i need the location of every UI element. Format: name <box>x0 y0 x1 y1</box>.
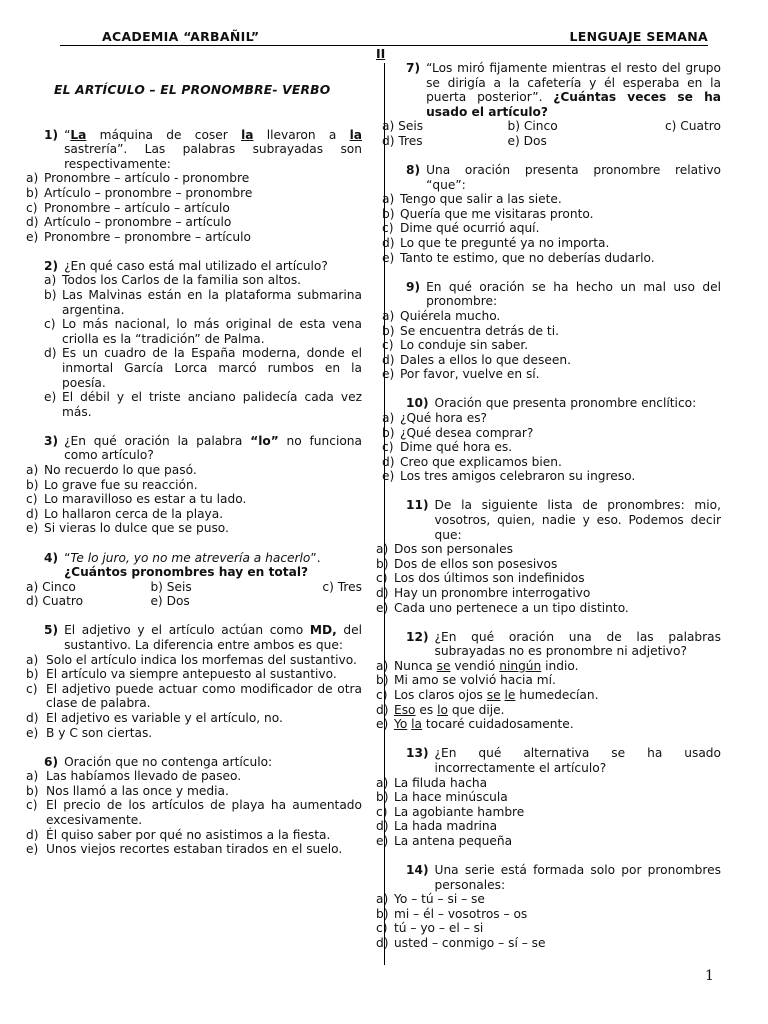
question-text: “Los miró fijamente mientras el resto del grupo se dirigía a la cafetería y él esperaba en la puerta posterior”. ¿Cuántas veces se ha usado el artículo? <box>426 61 721 119</box>
option-a[interactable]: a) La filuda hacha <box>376 775 488 790</box>
option-c[interactable]: c) Dime qué hora es. <box>382 440 513 455</box>
option-c[interactable]: c) El adjetivo puede actuar como modificador de otra clase de palabra. <box>26 681 362 711</box>
option-c[interactable]: c) La agobiante hambre <box>376 804 525 819</box>
question-number: 7) <box>406 61 421 75</box>
question-number: 3) <box>44 433 59 448</box>
option-a[interactable]: a) No recuerdo lo que pasó. <box>26 463 197 478</box>
right-column <box>376 61 721 965</box>
question-number: 13) <box>406 746 429 761</box>
option-c[interactable]: c) Cuatro <box>664 119 721 134</box>
question-number: 1) <box>44 127 59 142</box>
option-e[interactable]: e) La antena pequeña <box>376 833 513 848</box>
question-6 <box>26 754 362 857</box>
left-column <box>26 62 362 871</box>
option-d[interactable]: d) Es un cuadro de la España moderna, donde el inmortal García Lorca marcó rumbos en la poesía. <box>44 346 362 390</box>
question-text: ¿En qué alternativa se ha usado incorrectamente el artículo? <box>434 746 721 775</box>
option-e[interactable]: e) Dos <box>150 594 190 609</box>
option-c[interactable]: c) Lo maravilloso es estar a tu lado. <box>26 492 247 507</box>
question-1 <box>26 127 362 245</box>
option-e[interactable]: e) Cada uno pertenece a un tipo distinto. <box>376 600 629 615</box>
question-10 <box>382 396 721 484</box>
question-2 <box>44 259 362 420</box>
option-b[interactable]: b) mi – él – vosotros – os <box>376 906 528 921</box>
option-c[interactable]: c) tú – yo – el – si <box>376 921 484 936</box>
question-text: “La máquina de coser la llevaron a la sastrería”. Las palabras subrayadas son respectivamente: <box>64 127 362 171</box>
option-a[interactable]: a) Quiérela mucho. <box>382 308 501 323</box>
question-number: 8) <box>406 163 421 178</box>
week-number: II <box>376 46 386 61</box>
question-text: De la siguiente lista de pronombres: mio, vosotros, quien, nadie y eso. Podemos decir que: <box>434 498 721 542</box>
option-d[interactable]: d) Lo hallaron cerca de la playa. <box>26 506 224 521</box>
question-text: “Te lo juro, yo no me atrevería a hacerlo”. ¿Cuántos pronombres hay en total? <box>64 550 321 580</box>
option-c[interactable]: c) El precio de los artículos de playa ha aumentado excesivamente. <box>26 798 362 828</box>
option-a[interactable]: a) Yo – tú – si – se <box>376 892 485 907</box>
option-a[interactable]: a) Las habíamos llevado de paseo. <box>26 769 242 784</box>
question-14 <box>376 863 721 951</box>
option-b[interactable]: b) La hace minúscula <box>376 790 508 805</box>
option-e[interactable]: e) Los tres amigos celebraron su ingreso. <box>382 469 636 484</box>
option-d[interactable]: d) Cuatro <box>26 594 84 609</box>
option-a[interactable]: a) ¿Qué hora es? <box>382 410 488 425</box>
option-a[interactable]: a) Nunca se vendió ningún indio. <box>376 658 579 673</box>
question-number: 6) <box>44 754 59 769</box>
option-d[interactable]: d) Él quiso saber por qué no asistimos a la fiesta. <box>26 827 331 842</box>
option-a[interactable]: a) Seis <box>382 119 424 134</box>
option-e[interactable]: e) Si vieras lo dulce que se puso. <box>26 521 229 536</box>
option-d[interactable]: d) Tres <box>382 133 423 148</box>
option-d[interactable]: d) Eso es lo que dije. <box>376 702 505 717</box>
option-b[interactable]: b) Nos llamó a las once y media. <box>26 783 229 798</box>
option-b[interactable]: b) Artículo – pronombre – pronombre <box>26 185 253 200</box>
option-b[interactable]: b) Quería que me visitaras pronto. <box>382 206 594 221</box>
question-8 <box>382 163 721 265</box>
option-b[interactable]: b) ¿Qué desea comprar? <box>382 425 534 440</box>
question-number: 2) <box>44 258 59 273</box>
question-4 <box>26 550 362 609</box>
option-a[interactable]: a) Todos los Carlos de la familia son altos. <box>44 273 302 288</box>
question-number: 10) <box>406 396 429 411</box>
question-text: ¿En qué oración la palabra “lo” no funciona como artículo? <box>64 433 362 463</box>
option-c[interactable]: c) Lo más nacional, lo más original de esta vena criolla es la “tradición” de Palma. <box>44 317 362 346</box>
course-week: LENGUAJE SEMANA <box>569 29 708 44</box>
academy-name: ACADEMIA “ARBAÑIL” <box>102 29 260 44</box>
option-d[interactable]: d) Dales a ellos lo que deseen. <box>382 352 571 367</box>
option-a[interactable]: a) Tengo que salir a las siete. <box>382 192 562 207</box>
option-a[interactable]: a) Cinco <box>26 579 76 594</box>
option-e[interactable]: e) Por favor, vuelve en sí. <box>382 367 540 382</box>
option-e[interactable]: e) Yo la tocaré cuidadosamente. <box>376 717 574 732</box>
page-header <box>60 29 708 46</box>
options-grid <box>26 580 362 609</box>
question-text: ¿En qué caso está mal utilizado el artículo? <box>64 258 328 273</box>
question-number: 5) <box>44 623 59 638</box>
option-c[interactable]: c) Los dos últimos son indefinidos <box>376 571 585 586</box>
question-text: Oración que presenta pronombre enclítico: <box>434 396 697 411</box>
option-a[interactable]: a) Solo el artículo indica los morfemas del sustantivo. <box>26 652 357 667</box>
question-text: Una oración presenta pronombre relativo “que”: <box>426 163 721 192</box>
question-number: 14) <box>406 863 429 877</box>
option-b[interactable]: b) Seis <box>150 579 192 594</box>
option-d[interactable]: d) Creo que explicamos bien. <box>382 454 562 469</box>
option-b[interactable]: b) Las Malvinas están en la plataforma submarina argentina. <box>44 288 362 317</box>
question-text: ¿En qué oración una de las palabras subrayadas no es pronombre ni adjetivo? <box>434 629 721 659</box>
question-3 <box>26 433 362 536</box>
option-c[interactable]: c) Los claros ojos se le humedecían. <box>376 688 599 703</box>
option-b[interactable]: b) Mi amo se volvió hacia mí. <box>376 673 556 688</box>
option-e[interactable]: e) Unos viejos recortes estaban tirados en el suelo. <box>26 842 343 857</box>
option-d[interactable]: d) usted – conmigo – sí – se <box>376 935 546 950</box>
question-text: Oración que no contenga artículo: <box>64 754 273 769</box>
option-b[interactable]: b) Cinco <box>507 119 558 134</box>
option-b[interactable]: b) Dos de ellos son posesivos <box>376 556 558 571</box>
question-13 <box>376 746 721 848</box>
question-number: 11) <box>406 498 429 513</box>
question-7 <box>382 61 721 149</box>
question-12 <box>376 629 721 732</box>
page-number: 1 <box>705 968 714 984</box>
option-d[interactable]: d) Hay un pronombre interrogativo <box>376 586 591 600</box>
option-b[interactable]: b) Se encuentra detrás de ti. <box>382 323 559 338</box>
option-c[interactable]: c) Pronombre – artículo – artículo <box>26 200 230 215</box>
question-text: Una serie está formada solo por pronombres personales: <box>434 863 721 892</box>
question-number: 4) <box>44 550 59 565</box>
option-e[interactable]: e) Dos <box>507 133 547 148</box>
option-e[interactable]: e) Pronombre – pronombre – artículo <box>26 229 251 244</box>
question-text: En qué oración se ha hecho un mal uso del pronombre: <box>426 279 721 309</box>
option-c[interactable]: c) Dime qué ocurrió aquí. <box>382 221 540 236</box>
option-a[interactable]: a) Pronombre – artículo - pronombre <box>26 171 250 186</box>
option-d[interactable]: d) La hada madrina <box>376 819 498 834</box>
question-text: El adjetivo y el artículo actúan como MD, del sustantivo. La diferencia entre ambos es que: <box>64 623 362 652</box>
option-c[interactable]: c) Lo conduje sin saber. <box>382 338 529 353</box>
option-c[interactable]: c) Tres <box>322 579 362 594</box>
option-b[interactable]: b) Lo grave fue su reacción. <box>26 477 198 492</box>
option-a[interactable]: a) Dos son personales <box>376 542 513 557</box>
option-e[interactable]: e) B y C son ciertas. <box>26 725 153 740</box>
options-grid <box>382 119 721 148</box>
option-b[interactable]: b) El artículo va siempre antepuesto al sustantivo. <box>26 667 337 682</box>
option-e[interactable]: e) El débil y el triste anciano palidecía cada vez más. <box>44 390 362 419</box>
question-11 <box>376 498 721 615</box>
question-5 <box>26 623 362 740</box>
question-number: 12) <box>406 629 429 644</box>
option-d[interactable]: d) Lo que te pregunté ya no importa. <box>382 236 610 251</box>
option-d[interactable]: d) Artículo – pronombre – artículo <box>26 215 232 230</box>
option-e[interactable]: e) Tanto te estimo, que no deberías dudarlo. <box>382 250 655 265</box>
question-number: 9) <box>406 279 421 294</box>
page-title: EL ARTÍCULO – EL PRONOMBRE- VERBO <box>54 83 331 97</box>
option-d[interactable]: d) El adjetivo es variable y el artículo, no. <box>26 710 283 725</box>
question-9 <box>382 279 721 382</box>
